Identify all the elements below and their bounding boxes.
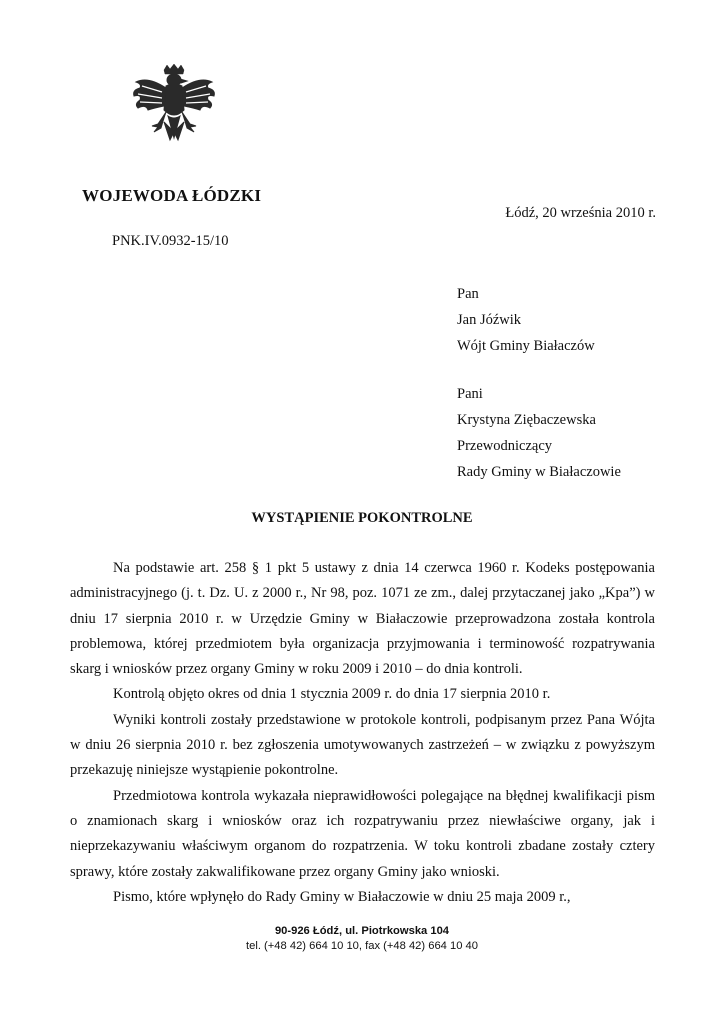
recipient-line: Wójt Gminy Białaczów [457,338,595,354]
body-paragraph: Na podstawie art. 258 § 1 pkt 5 ustawy z dnia 14 czerwca 1960 r. Kodeks postępowania administracyjnego (j. t. Dz. U. z 2000 r., Nr 98, poz. 1071 ze zm., dalej przytaczanej jako „Kpa”) w dniu 17 sierpnia 2010 r. w Urzędzie Gminy w Białaczowie przeprowadzona została kontrola problemowa, której przedmiotem była organizacja przyjmowania i terminowość rozpatrywania skarg i wniosków przez organy Gminy w roku 2009 i 2010 – do dnia kontroli. [70,560,655,678]
polish-eagle-emblem-icon [118,62,230,154]
organization-name: WOJEWODA ŁÓDZKI [82,186,262,205]
letter-date: Łódź, 20 września 2010 r. [505,205,656,221]
recipient-line: Pani [457,386,483,402]
body-paragraph: Przedmiotowa kontrola wykazała nieprawidłowości polegające na błędnej kwalifikacji pism o znamionach skarg i wniosków oraz ich rozpatrywaniu przez niewłaściwe organy, jak i nieprzekazywaniu właściwym organom do rozpatrzenia. W toku kontroli zbadane zostały cztery sprawy, które zostały zakwalifikowane przez organy Gminy jako wnioski. [70,787,655,880]
body-paragraph: Kontrolą objęto okres od dnia 1 stycznia 2009 r. do dnia 17 sierpnia 2010 r. [113,686,551,703]
body-text [70,556,655,910]
recipient-line: Jan Jóźwik [457,312,522,328]
recipient-line: Pan [457,286,479,302]
recipient-line: Rady Gminy w Białaczowie [457,464,621,480]
reference-number: PNK.IV.0932-15/10 [112,233,229,249]
footer-contact: tel. (+48 42) 664 10 10, fax (+48 42) 664 10 40 [246,940,478,952]
body-paragraph: Wyniki kontroli zostały przedstawione w protokole kontroli, podpisanym przez Pana Wójta w dniu 26 sierpnia 2010 r. bez zgłoszenia umotywowanych zastrzeżeń – w związku z powyższym przekazuję niniejsze wystąpienie pokontrolne. [70,711,655,779]
page-footer [0,924,724,954]
recipient-line: Krystyna Ziębaczewska [457,412,596,428]
recipient-block [457,281,595,359]
recipient-line: Przewodniczący [457,438,553,454]
document-heading: WYSTĄPIENIE POKONTROLNE [251,510,473,526]
recipient-block [457,381,621,485]
body-paragraph: Pismo, które wpłynęło do Rady Gminy w Białaczowie w dniu 25 maja 2009 r., [113,888,571,905]
footer-address: 90-926 Łódź, ul. Piotrkowska 104 [274,925,450,937]
